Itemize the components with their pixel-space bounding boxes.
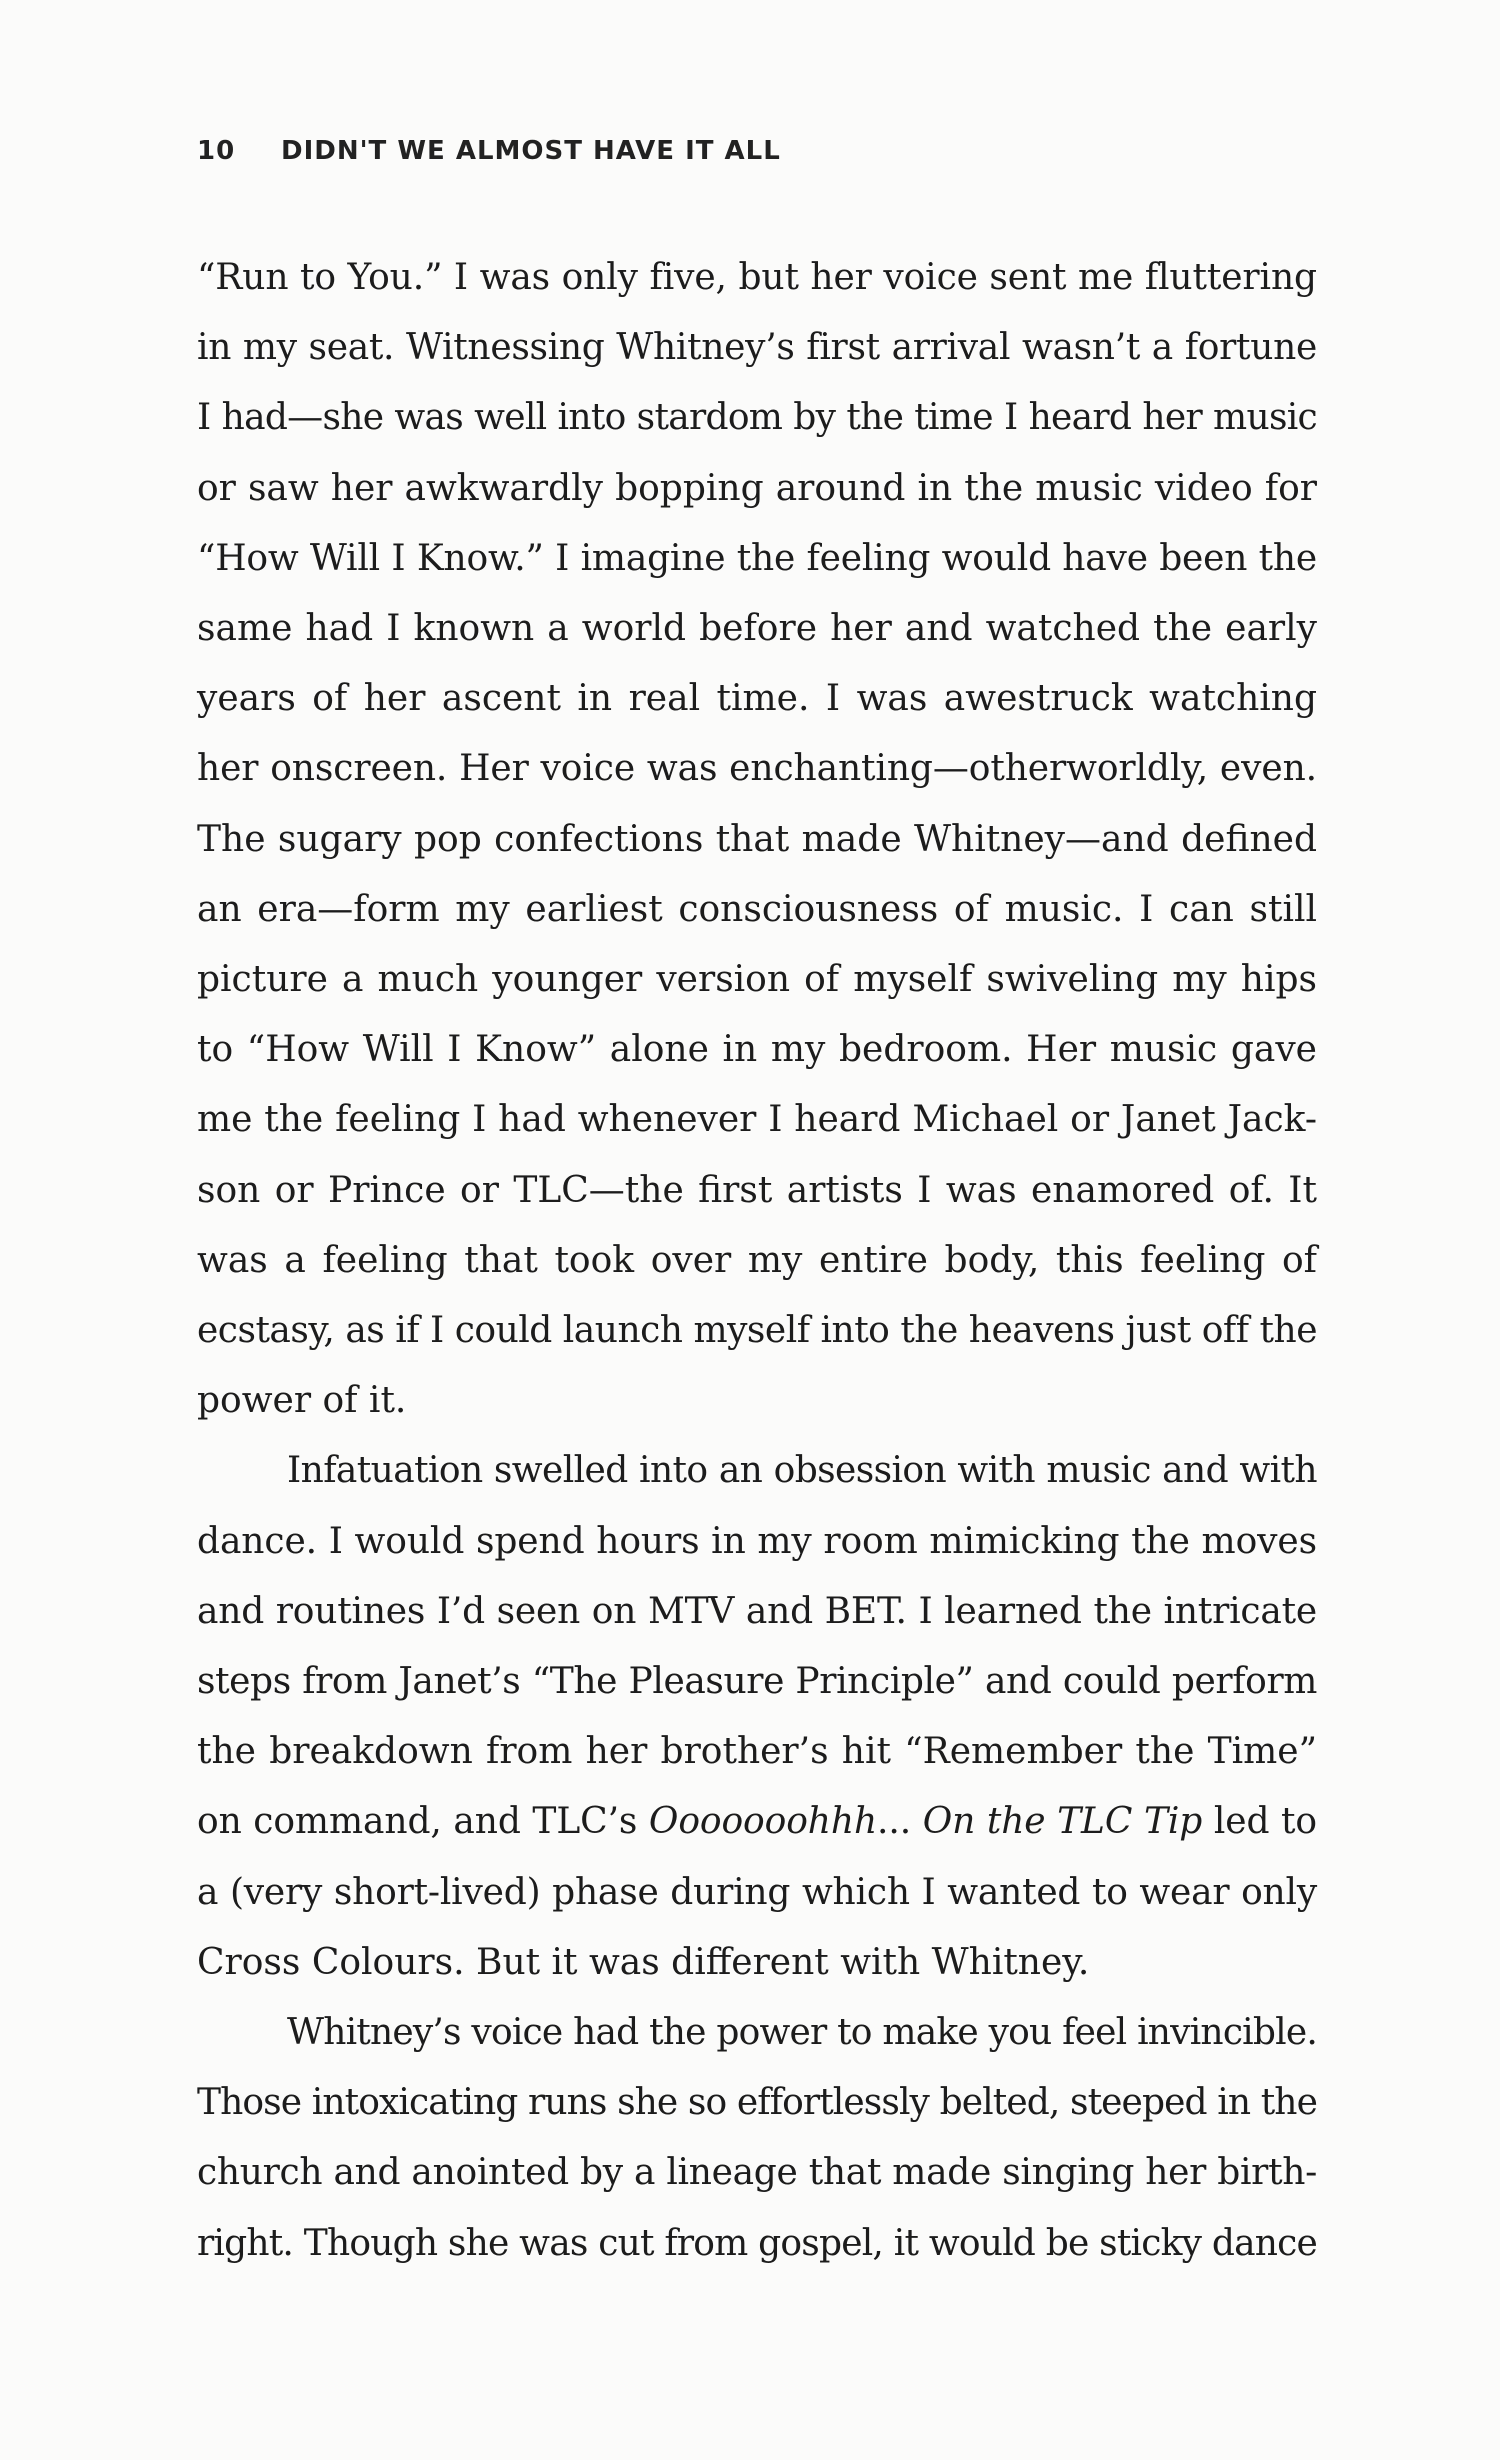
- text-line: same had I known a world before her and watched the early: [197, 608, 1317, 650]
- text-line: Whitney’s voice had the power to make you feel invincible.: [287, 2012, 1317, 2054]
- album-title-italic: On the TLC Tip: [922, 1801, 1203, 1843]
- text-line: Those intoxicating runs she so effortlessly belted, steeped in the: [197, 2082, 1317, 2124]
- text-line: was a feeling that took over my entire body, this feeling of: [197, 1239, 1317, 1281]
- text-line: me the feeling I had whenever I heard Michael or Janet Jack-: [197, 1099, 1317, 1141]
- line-text: on command, and TLC’s: [197, 1801, 649, 1843]
- text-line: a (very short-lived) phase during which I wanted to wear only: [197, 1871, 1317, 1913]
- text-line: Cross Colours. But it was different with Whitney.: [197, 1941, 1090, 1983]
- line-text: led to: [1202, 1801, 1317, 1843]
- paragraph-1: [197, 243, 1317, 1436]
- text-line: “How Will I Know.” I imagine the feeling would have been the: [197, 537, 1317, 579]
- text-line: an era—form my earliest consciousness of music. I can still: [197, 888, 1317, 930]
- paragraph-3: [197, 1998, 1317, 2279]
- text-line: her onscreen. Her voice was enchanting—otherworldly, even.: [197, 748, 1317, 790]
- running-head: [197, 136, 781, 166]
- text-line: church and anointed by a lineage that made singing her birth-: [197, 2152, 1317, 2194]
- text-line: steps from Janet’s “The Pleasure Principle” and could perform: [197, 1661, 1317, 1703]
- text-line: to “How Will I Know” alone in my bedroom. Her music gave: [197, 1029, 1317, 1071]
- book-title: DIDN'T WE ALMOST HAVE IT ALL: [281, 136, 781, 166]
- text-line: years of her ascent in real time. I was awestruck watching: [197, 678, 1317, 720]
- ellipsis: ...: [877, 1801, 923, 1843]
- text-line-with-titles: [197, 1787, 1317, 1857]
- text-line: The sugary pop confections that made Whitney—and defined: [197, 818, 1317, 860]
- album-title-italic: Ooooooohhh: [648, 1801, 878, 1843]
- text-line: or saw her awkwardly bopping around in the music video for: [197, 467, 1317, 509]
- text-line: dance. I would spend hours in my room mimicking the moves: [197, 1520, 1317, 1562]
- text-line: the breakdown from her brother’s hit “Remember the Time”: [197, 1731, 1317, 1773]
- text-line: I had—she was well into stardom by the time I heard her music: [197, 397, 1317, 439]
- text-line: right. Though she was cut from gospel, it would be sticky dance: [197, 2222, 1317, 2264]
- text-line: in my seat. Witnessing Whitney’s first arrival wasn’t a fortune: [197, 327, 1317, 369]
- text-line: “Run to You.” I was only five, but her voice sent me fluttering: [197, 257, 1317, 298]
- text-line: son or Prince or TLC—the first artists I was enamored of. It: [197, 1169, 1317, 1211]
- page-number: 10: [197, 136, 236, 166]
- text-line: Infatuation swelled into an obsession with music and with: [287, 1450, 1317, 1492]
- text-line: and routines I’d seen on MTV and BET. I learned the intricate: [197, 1590, 1317, 1632]
- paragraph-2: [197, 1436, 1317, 1998]
- text-line: picture a much younger version of myself swiveling my hips: [197, 959, 1317, 1001]
- text-line: ecstasy, as if I could launch myself into the heavens just off the: [197, 1310, 1317, 1352]
- text-line: power of it.: [197, 1380, 407, 1422]
- body-text: [197, 243, 1317, 2279]
